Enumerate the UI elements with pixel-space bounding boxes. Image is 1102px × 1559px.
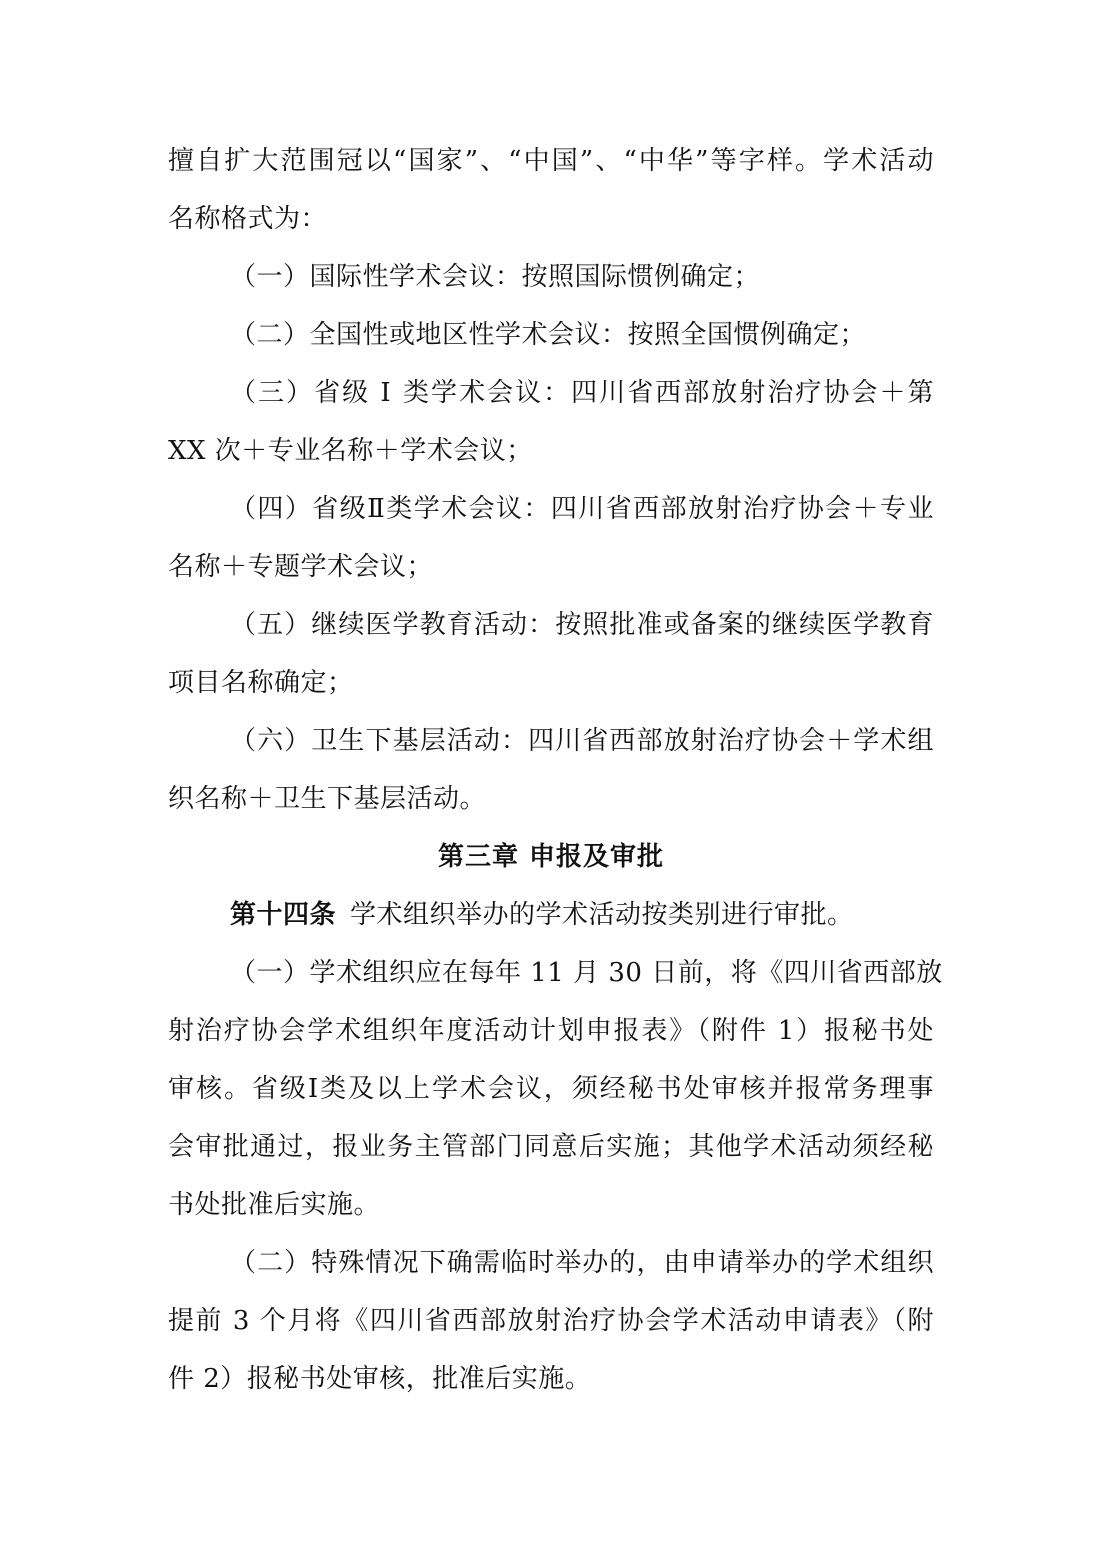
sub-item-1-cont: 审核。省级Ⅰ类及以上学术会议，须经秘书处审核并报常务理事 <box>168 1074 934 1104</box>
list-item-4-cont: 名称＋专题学术会议； <box>168 552 434 582</box>
sub-item-1: （一）学术组织应在每年 11 月 30 日前，将《四川省西部放 <box>230 958 943 988</box>
sub-item-2-cont: 提前 3 个月将《四川省西部放射治疗协会学术活动申请表》（附 <box>168 1306 934 1336</box>
document-page <box>168 132 943 1408</box>
list-item-5-cont: 项目名称确定； <box>168 668 354 698</box>
list-item-3: （三）省级 Ⅰ 类学术会议：四川省西部放射治疗协会＋第 <box>230 378 934 408</box>
article-text: 学术组织举办的学术活动按类别进行审批。 <box>350 900 854 930</box>
list-item-6-cont: 织名称＋卫生下基层活动。 <box>168 784 487 814</box>
list-item-4: （四）省级Ⅱ类学术会议：四川省西部放射治疗协会＋专业 <box>230 494 934 524</box>
list-item-1: （一）国际性学术会议：按照国际惯例确定； <box>230 262 761 292</box>
list-item-5: （五）继续医学教育活动：按照批准或备案的继续医学教育 <box>230 610 934 640</box>
text-line: 擅自扩大范围冠以“国家”、“中国”、“中华”等字样。学术活动 <box>168 146 934 176</box>
text-line: 名称格式为： <box>168 204 328 234</box>
article-heading: 第十四条 <box>230 900 337 930</box>
chapter-title: 第三章 申报及审批 <box>437 842 665 872</box>
sub-item-1-cont: 书处批准后实施。 <box>168 1190 381 1220</box>
list-item-3-cont: XX 次＋专业名称＋学术会议； <box>168 436 533 466</box>
sub-item-2-cont: 件 2）报秘书处审核，批准后实施。 <box>168 1364 592 1394</box>
list-item-2: （二）全国性或地区性学术会议：按照全国惯例确定； <box>230 320 867 350</box>
article-14 <box>168 886 934 944</box>
sub-item-2: （二）特殊情况下确需临时举办的，由申请举办的学术组织 <box>230 1248 934 1278</box>
sub-item-1-cont: 会审批通过，报业务主管部门同意后实施；其他学术活动须经秘 <box>168 1132 934 1162</box>
list-item-6: （六）卫生下基层活动：四川省西部放射治疗协会＋学术组 <box>230 726 934 756</box>
sub-item-1-cont: 射治疗协会学术组织年度活动计划申报表》（附件 1）报秘书处 <box>168 1016 934 1046</box>
